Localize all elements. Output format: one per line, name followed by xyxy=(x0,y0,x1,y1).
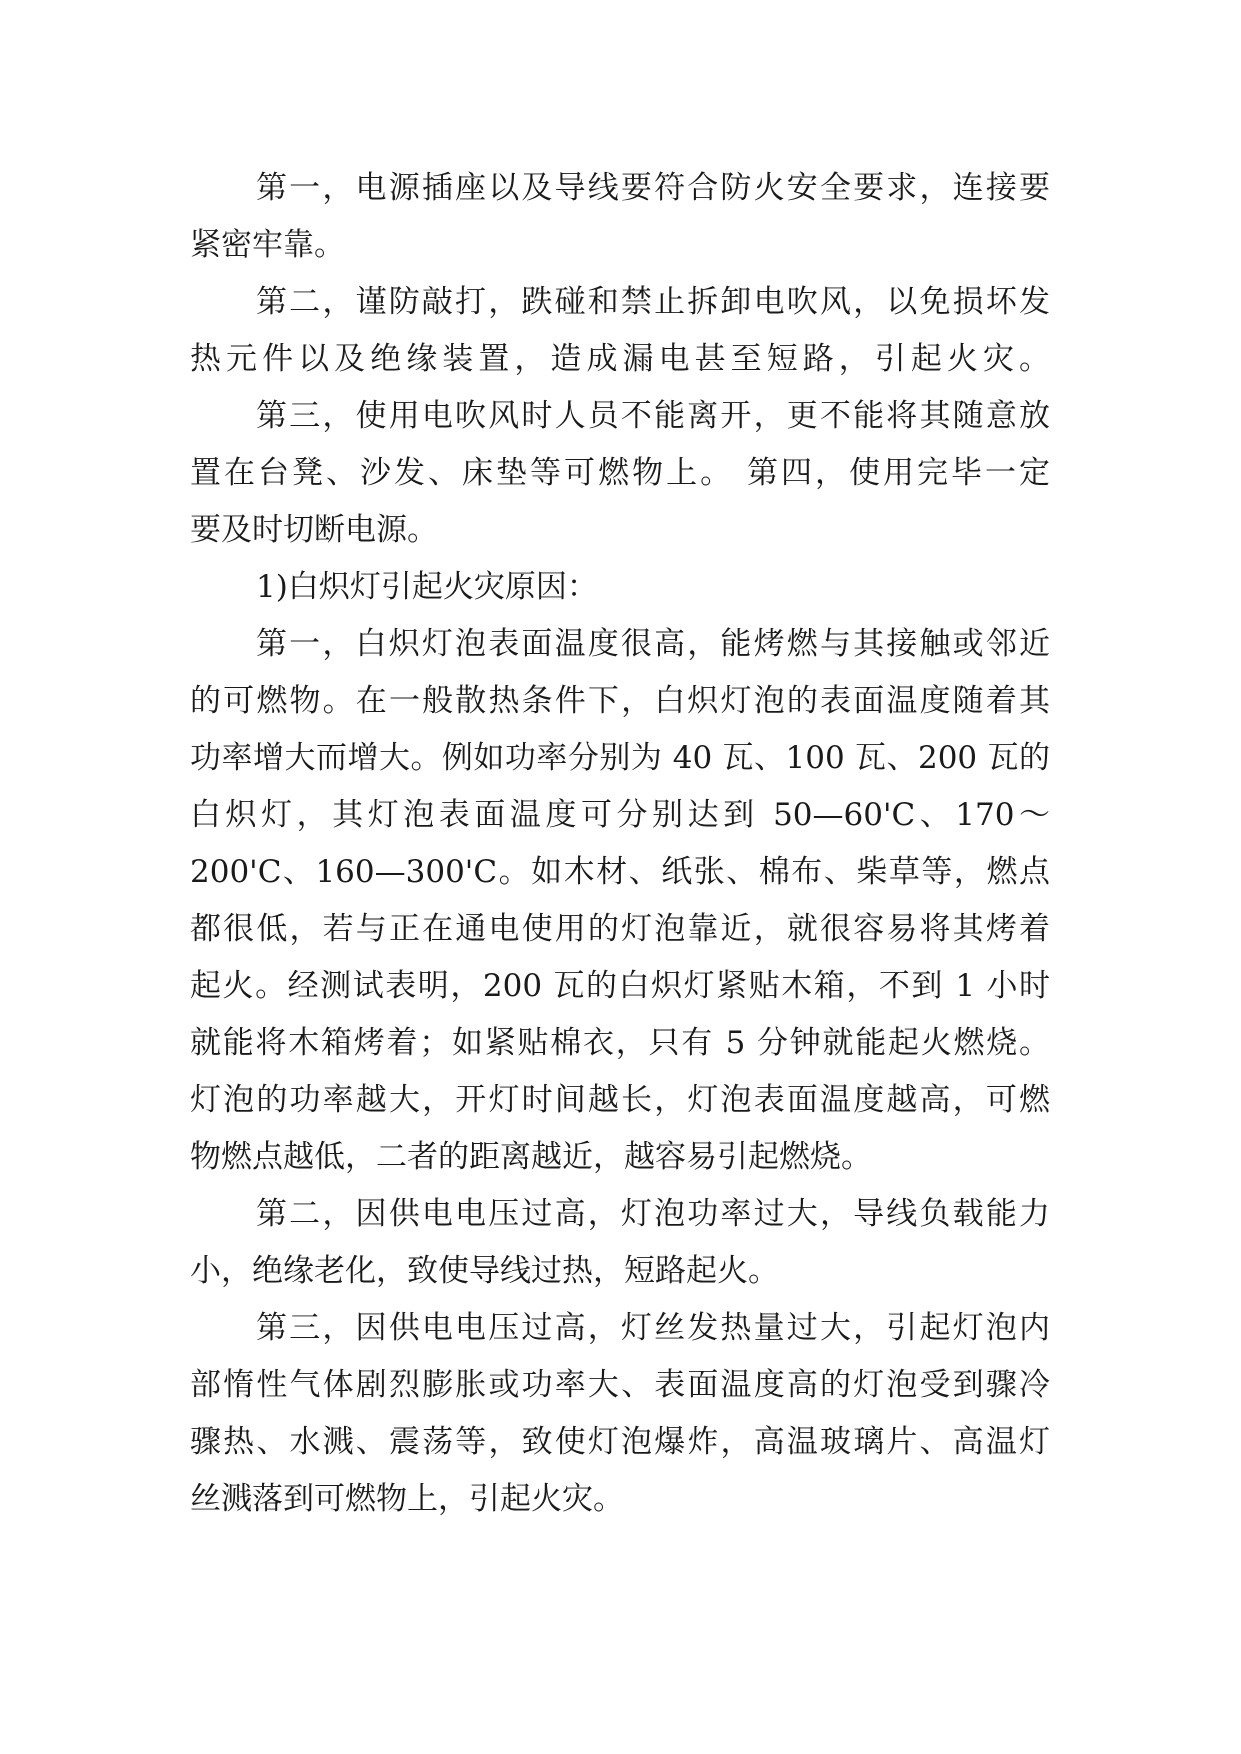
paragraph-line: 紧密牢靠。 xyxy=(190,227,345,263)
paragraph-line: 200'C、160—300'C。如木材、纸张、棉布、柴草等，燃点 xyxy=(190,854,1050,890)
paragraph-line: 热元件以及绝缘装置，造成漏电甚至短路，引起火灾。 xyxy=(190,341,1050,377)
document-body xyxy=(190,160,1050,1528)
paragraph-line: 的可燃物。在一般散热条件下，白炽灯泡的表面温度随着其 xyxy=(190,683,1050,719)
paragraph-line: 灯泡的功率越大，开灯时间越长，灯泡表面温度越高，可燃 xyxy=(190,1082,1050,1118)
paragraph-line: 第三，使用电吹风时人员不能离开，更不能将其随意放 xyxy=(256,398,1050,434)
paragraph-line: 功率增大而增大。例如功率分别为 40 瓦、100 瓦、200 瓦的 xyxy=(190,740,1050,776)
paragraph-line: 部惰性气体剧烈膨胀或功率大、表面温度高的灯泡受到骤冷 xyxy=(190,1367,1050,1403)
paragraph-line: 小，绝缘老化，致使导线过热，短路起火。 xyxy=(190,1253,779,1289)
section-heading: 1)白炽灯引起火灾原因： xyxy=(256,569,598,605)
paragraph-line: 都很低，若与正在通电使用的灯泡靠近，就很容易将其烤着 xyxy=(190,911,1050,947)
paragraph-line: 要及时切断电源。 xyxy=(190,512,438,548)
paragraph-line: 骤热、水溅、震荡等，致使灯泡爆炸，高温玻璃片、高温灯 xyxy=(190,1424,1050,1460)
paragraph-line: 第二，因供电电压过高，灯泡功率过大，导线负载能力 xyxy=(256,1196,1050,1232)
paragraph-line: 第三，因供电电压过高，灯丝发热量过大，引起灯泡内 xyxy=(256,1310,1050,1346)
paragraph-line: 就能将木箱烤着；如紧贴棉衣，只有 5 分钟就能起火燃烧。 xyxy=(190,1025,1050,1061)
paragraph-line: 白炽灯，其灯泡表面温度可分别达到 50—60'C、170～ xyxy=(190,797,1050,833)
paragraph-line: 起火。经测试表明，200 瓦的白炽灯紧贴木箱，不到 1 小时 xyxy=(190,968,1050,1004)
paragraph-line: 第二，谨防敲打，跌碰和禁止拆卸电吹风，以免损坏发 xyxy=(256,284,1050,320)
paragraph-line: 丝溅落到可燃物上，引起火灾。 xyxy=(190,1481,624,1517)
paragraph-line: 物燃点越低，二者的距离越近，越容易引起燃烧。 xyxy=(190,1139,872,1175)
paragraph-line: 第一，白炽灯泡表面温度很高，能烤燃与其接触或邻近 xyxy=(256,626,1050,662)
paragraph-line: 第一，电源插座以及导线要符合防火安全要求，连接要 xyxy=(256,170,1050,206)
paragraph-line: 置在台凳、沙发、床垫等可燃物上。 第四，使用完毕一定 xyxy=(190,455,1050,491)
